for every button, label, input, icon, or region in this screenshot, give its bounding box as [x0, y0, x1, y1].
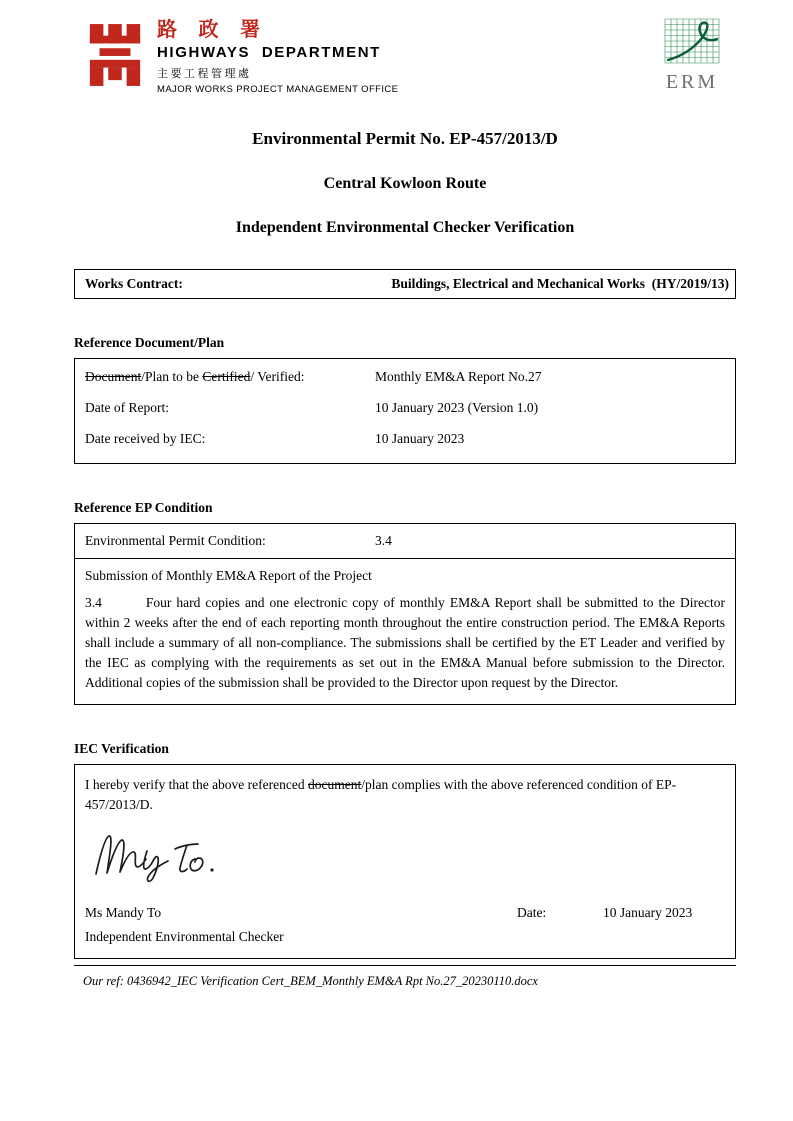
erm-grid-icon — [664, 53, 720, 70]
signer-name: Ms Mandy To — [85, 905, 162, 921]
office-name-chinese: 主要工程管理處 — [157, 68, 252, 80]
statement-start: I hereby verify that the above referenced — [85, 776, 309, 792]
footer-rule — [74, 965, 736, 966]
clause-text: Four hard copies and one electronic copy of monthly EM&A Report shall be submitted to the Director within 2 weeks after the end of each reporting month throughout the entire construction period. The EM&A Reports shall include a summary of all non-compliance. The submissions shall be certified by the ET Leader and verified by the IEC as complying with the requirements as set out in the EM&A Manual before submission to the Director. Additional copies of the submission shall be provided to the Director upon request by the Director. — [85, 595, 725, 690]
clause-number: 3.4 — [85, 595, 102, 610]
signature-icon — [91, 829, 241, 887]
struck-word-document: document — [308, 776, 362, 792]
erm-logo-text: ERM — [665, 71, 719, 93]
table-row — [85, 369, 725, 385]
doc-plan-label-end: / Verified: — [250, 369, 305, 384]
ep-condition-label: Environmental Permit Condition: — [85, 533, 266, 548]
document-type-title: Independent Environmental Checker Verification — [235, 219, 575, 236]
ep-condition-table — [74, 523, 736, 705]
department-name-english: HIGHWAYS DEPARTMENT — [157, 44, 381, 61]
highways-department-logo-icon — [86, 22, 144, 93]
ep-condition-value: 3.4 — [375, 533, 392, 548]
iec-verification-heading: IEC Verification — [74, 740, 169, 756]
ep-condition-detail — [75, 568, 735, 693]
reference-document-table — [74, 358, 736, 464]
table-row — [75, 532, 735, 558]
date-value: 10 January 2023 — [603, 905, 693, 921]
office-name-english: MAJOR WORKS PROJECT MANAGEMENT OFFICE — [157, 84, 399, 95]
date-received-value: 10 January 2023 — [375, 431, 465, 446]
works-contract-row — [74, 269, 736, 299]
document-content — [74, 0, 736, 989]
date-of-report-value: 10 January 2023 (Version 1.0) — [375, 400, 539, 415]
statement-end: /plan complies with the above referenced condition of EP-457/2013/D. — [85, 776, 677, 813]
project-name-title: Central Kowloon Route — [323, 175, 487, 192]
erm-logo — [664, 18, 720, 92]
signature — [91, 829, 725, 893]
reference-ep-condition-heading: Reference EP Condition — [74, 500, 213, 515]
ep-condition-clause — [85, 593, 725, 693]
date-of-report-label: Date of Report: — [85, 400, 169, 415]
works-contract-label: Works Contract: — [85, 276, 183, 291]
struck-word-certified: Certified — [202, 369, 251, 384]
signer-date-row — [85, 905, 725, 921]
ep-condition-subject: Submission of Monthly EM&A Report of the Project — [85, 568, 372, 583]
our-ref-text: Our ref: 0436942_IEC Verification Cert_BEM_Monthly EM&A Rpt No.27_20230110.docx — [83, 974, 538, 989]
date-label: Date: — [517, 905, 547, 921]
highways-department-block — [86, 20, 398, 95]
doc-plan-label — [85, 369, 375, 385]
department-titles — [157, 20, 398, 95]
iec-verification-box — [74, 764, 736, 960]
verification-statement — [85, 775, 725, 816]
table-row — [85, 400, 725, 416]
table-row — [85, 431, 725, 447]
doc-plan-value: Monthly EM&A Report No.27 — [375, 369, 542, 384]
document-header — [74, 0, 736, 95]
permit-number-title: Environmental Permit No. EP-457/2013/D — [252, 129, 558, 148]
date-received-label: Date received by IEC: — [85, 431, 206, 446]
reference-document-heading: Reference Document/Plan — [74, 335, 225, 350]
table-divider — [75, 558, 735, 559]
signer-title: Independent Environmental Checker — [85, 929, 284, 945]
department-name-chinese: 路 政 署 — [157, 19, 269, 41]
doc-plan-label-mid: /Plan to be — [141, 369, 203, 384]
works-contract-value: Buildings, Electrical and Mechanical Works (HY/2019/13) — [391, 276, 729, 291]
struck-word-document: Document — [85, 369, 142, 384]
